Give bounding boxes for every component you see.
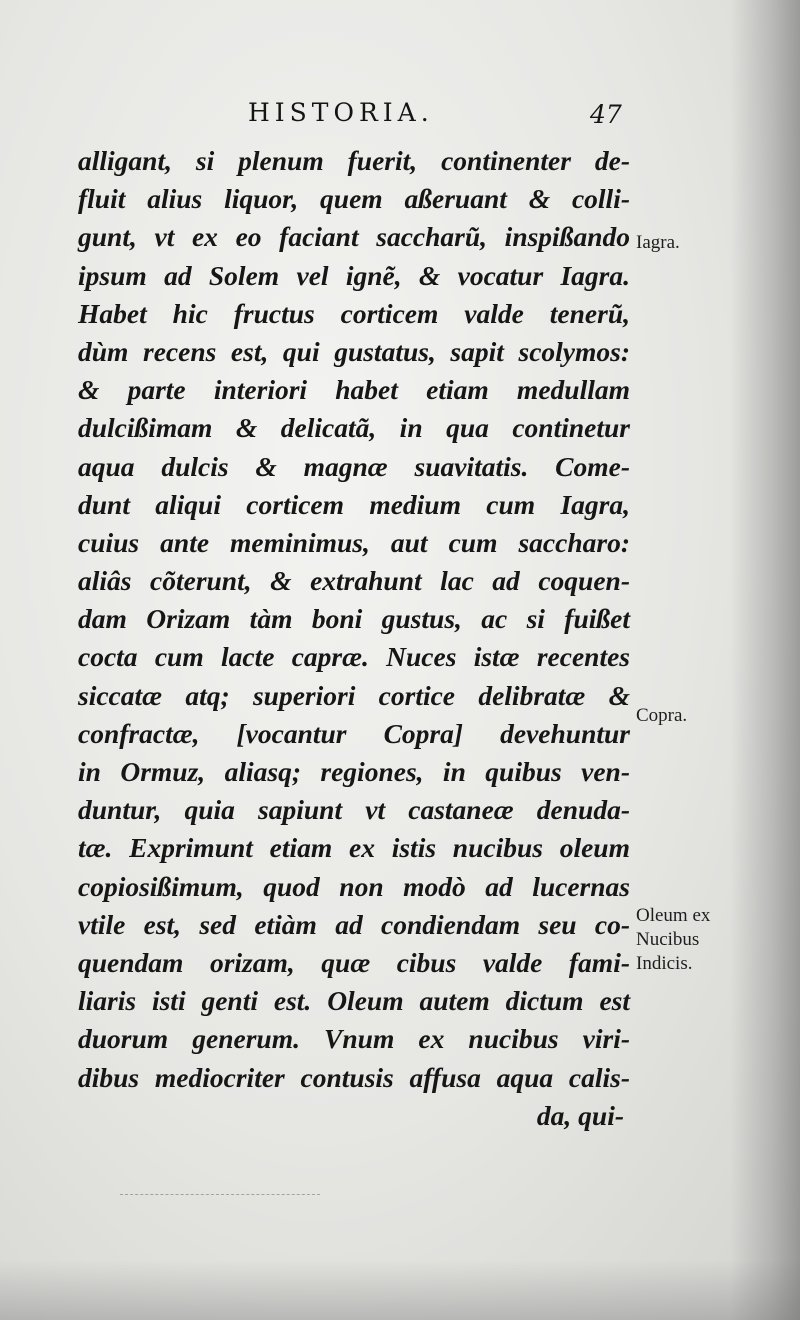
text-line: dùm recens est, qui gustatus, sapit scolymos: (78, 335, 630, 367)
text-line: aqua dulcis & magnæ suavitatis. Come- (78, 450, 630, 482)
text-line: copiosißimum, quod non modò ad lucernas (78, 870, 630, 902)
marginal-note-line: Copra. (636, 705, 688, 726)
marginal-note-line: Nucibus (636, 929, 700, 950)
running-head: HISTORIA. (248, 98, 434, 127)
text-line: Habet hic fructus corticem valde tenerũ, (78, 297, 630, 329)
page-number: 47 (590, 100, 622, 129)
text-line: duntur, quia sapiunt vt castaneæ denuda- (78, 794, 630, 826)
text-line: dunt aliqui corticem medium cum Iagra, (78, 488, 630, 520)
marginal-note-iagra (636, 231, 680, 255)
page-edge-shadow-bottom (0, 1260, 800, 1320)
marginal-note-line: Oleum ex (636, 905, 711, 926)
text-line: ipsum ad Solem vel ignẽ, & vocatur Iagra. (78, 259, 630, 291)
marginal-note-copra (636, 704, 687, 728)
text-line: cocta cum lacte capræ. Nuces istæ recentes (78, 641, 630, 673)
text-line: in Ormuz, aliasq; regiones, in quibus ven- (78, 756, 630, 787)
marginal-note-line: Indicis. (636, 953, 693, 974)
text-line: dulcißimam & delicatã, in qua continetur (78, 412, 630, 444)
text-line: aliâs cõterunt, & extrahunt lac ad coquen- (78, 565, 630, 597)
text-line: liaris isti genti est. Oleum autem dictum est (78, 985, 630, 1017)
text-line: dam Orizam tàm boni gustus, ac si fuißet (78, 603, 630, 635)
text-line: dibus mediocriter contusis affusa aqua calis- (78, 1061, 630, 1093)
body-text (78, 142, 630, 1135)
text-line: gunt, vt ex eo faciant saccharũ, inspißando (78, 221, 630, 253)
text-line: vtile est, sed etiàm ad condiendam seu co- (78, 908, 630, 940)
page-edge-shadow-right (730, 0, 800, 1320)
text-line: confractæ, [vocantur Copra] devehuntur (78, 717, 630, 749)
text-line: duorum generum. Vnum ex nucibus viri- (78, 1023, 630, 1055)
text-line: fluit alius liquor, quem aßeruant & colli- (78, 183, 630, 215)
catchword: da, qui- (536, 1099, 624, 1131)
marginal-note-oleum (636, 904, 710, 976)
text-line: cuius ante meminimus, aut cum saccharo: (78, 526, 630, 558)
text-line: quendam orizam, quæ cibus valde fami- (78, 946, 630, 978)
marginal-note-line: Iagra. (636, 232, 680, 253)
text-line: tæ. Exprimunt etiam ex istis nucibus oleum (78, 832, 630, 864)
show-through-rule (120, 1194, 320, 1195)
text-line: alligant, si plenum fuerit, continenter de- (78, 145, 630, 176)
text-line: & parte interiori habet etiam medullam (78, 374, 630, 406)
text-line: siccatæ atq; superiori cortice delibratæ & (78, 679, 630, 711)
page-header (0, 98, 800, 138)
